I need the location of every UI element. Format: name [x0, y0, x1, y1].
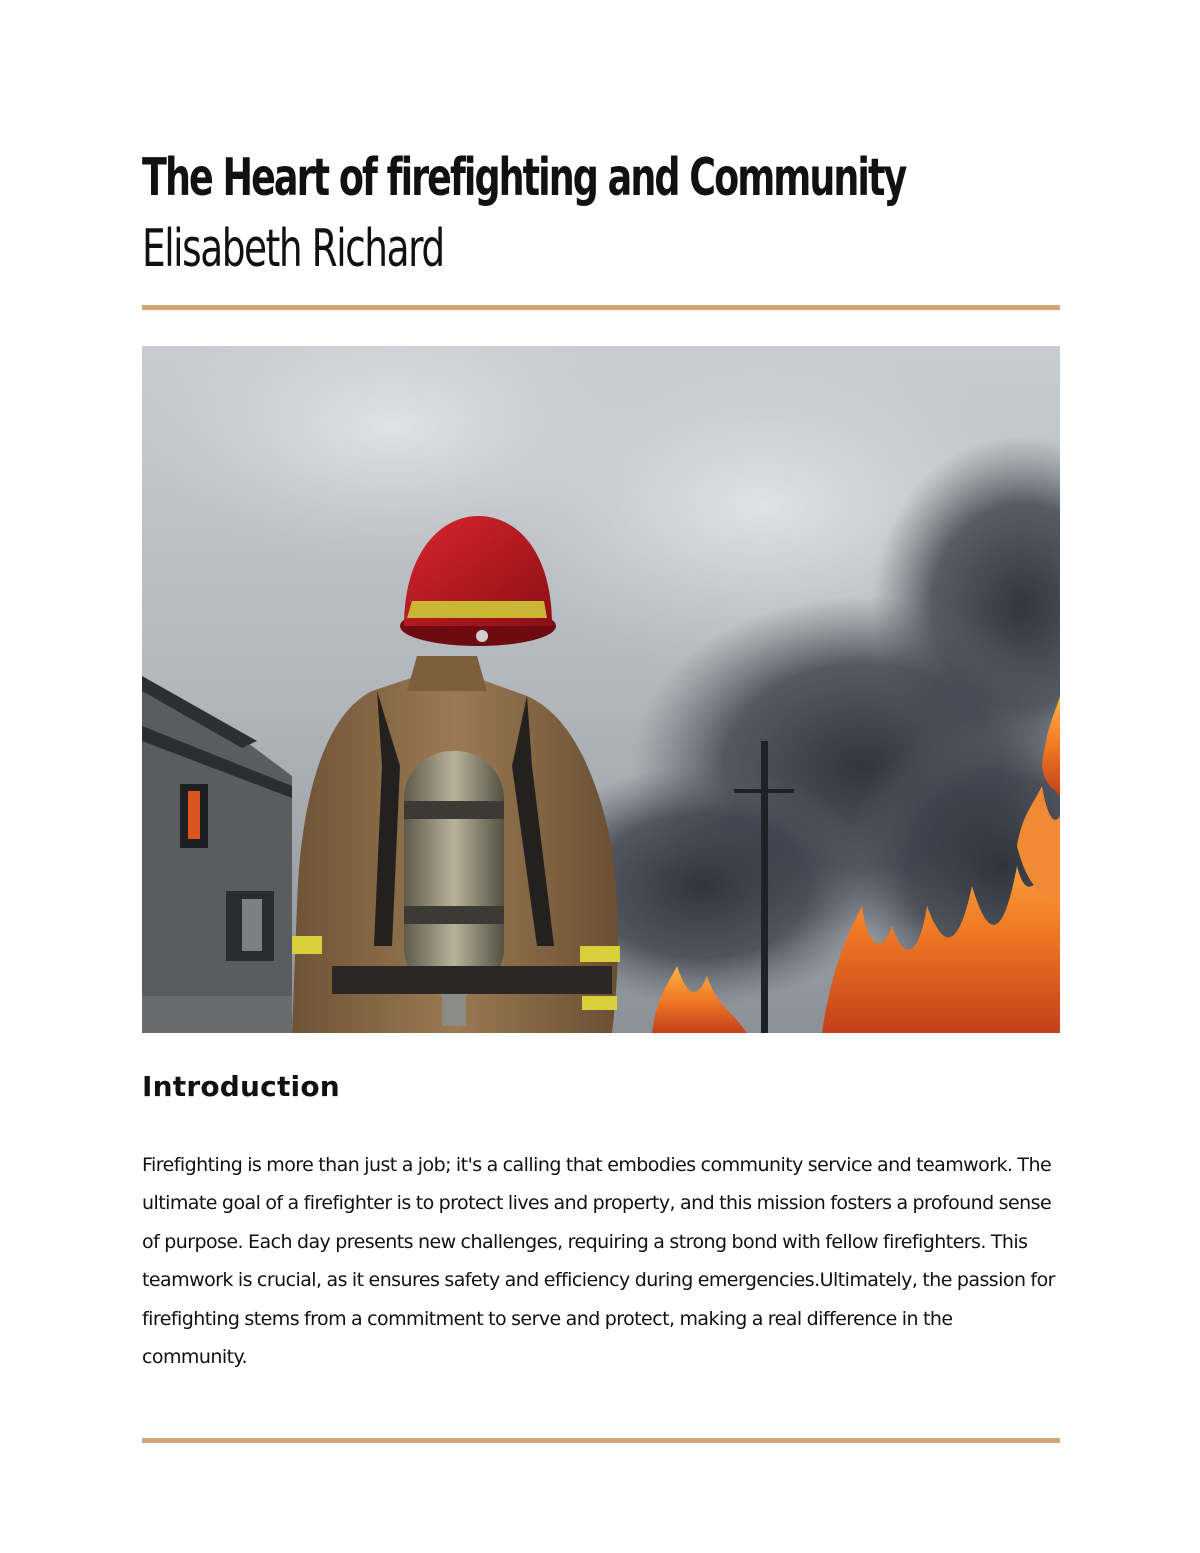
introduction-paragraph: Firefighting is more than just a job; it's a calling that embodies community service and teamwork. The ultimate goal of a firefighter is to protect lives and property, and this mission fosters a profound sense of purpose. Each day presents new challenges, requiring a strong bond with fellow firefighters. This teamwork is crucial, as it ensures safety and efficiency during emergencies.Ultimately, the passion for firefighting stems from a commitment to serve and protect, making a real difference in the community. — [142, 1154, 1055, 1369]
section-heading-introduction: Introduction — [142, 1070, 340, 1103]
document-title: The Heart of firefighting and Community — [142, 148, 906, 208]
firefighter-photo — [142, 346, 1060, 1033]
top-divider — [142, 305, 1060, 310]
bottom-divider — [142, 1438, 1060, 1443]
document-author: Elisabeth Richard — [142, 219, 444, 279]
